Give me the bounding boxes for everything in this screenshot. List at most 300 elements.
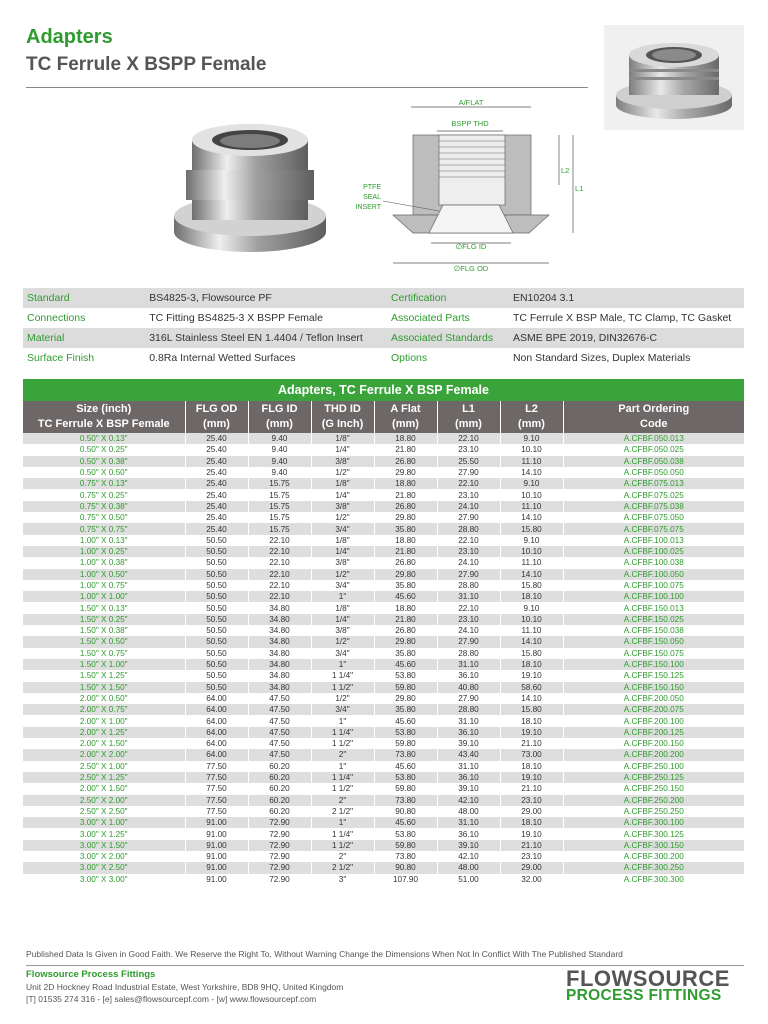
table-cell: 25.40 xyxy=(185,467,248,478)
table-cell: 58.60 xyxy=(500,682,563,693)
table-cell: 23.10 xyxy=(437,614,500,625)
table-cell: 59.80 xyxy=(374,783,437,794)
column-header-line: (mm) xyxy=(392,418,419,430)
table-cell: 2" xyxy=(311,851,374,862)
table-row xyxy=(23,535,744,546)
table-row xyxy=(23,851,744,862)
table-row xyxy=(23,467,744,478)
table-cell: 29.80 xyxy=(374,467,437,478)
size-cell: 1.50" X 0.75" xyxy=(23,648,185,659)
table-row xyxy=(23,433,744,444)
part-code-cell: A.CFBF.150.013 xyxy=(563,602,744,613)
table-row xyxy=(23,523,744,534)
part-code-cell: A.CFBF.200.200 xyxy=(563,749,744,760)
table-cell: 64.00 xyxy=(185,704,248,715)
table-cell: 14.10 xyxy=(500,693,563,704)
table-cell: 23.10 xyxy=(437,489,500,500)
table-cell: 14.10 xyxy=(500,569,563,580)
table-cell: 28.80 xyxy=(437,580,500,591)
sizes-table xyxy=(23,379,744,885)
table-cell: 10.10 xyxy=(500,444,563,455)
table-row xyxy=(23,489,744,500)
table-cell: 1 1/2" xyxy=(311,682,374,693)
table-cell: 3/4" xyxy=(311,648,374,659)
table-cell: 3" xyxy=(311,874,374,885)
table-cell: 48.00 xyxy=(437,806,500,817)
spec-value: EN10204 3.1 xyxy=(509,288,744,308)
l2-label: L2 xyxy=(561,166,570,175)
table-cell: 25.40 xyxy=(185,478,248,489)
table-cell: 64.00 xyxy=(185,727,248,738)
ptfe-label-1: PTFE xyxy=(363,184,381,191)
size-cell: 1.50" X 1.50" xyxy=(23,682,185,693)
flg-od-label: ∅FLG OD xyxy=(453,264,489,273)
table-cell: 27.90 xyxy=(437,467,500,478)
table-cell: 3/8" xyxy=(311,625,374,636)
table-cell: 22.10 xyxy=(248,546,311,557)
table-cell: 26.80 xyxy=(374,625,437,636)
column-header-line: Code xyxy=(640,418,668,430)
table-cell: 77.50 xyxy=(185,783,248,794)
column-header-line: L1 xyxy=(462,403,475,415)
table-row xyxy=(23,456,744,467)
table-cell: 1/4" xyxy=(311,546,374,557)
spec-label: Associated Standards xyxy=(387,328,509,348)
table-cell: 50.50 xyxy=(185,591,248,602)
table-cell: 19.10 xyxy=(500,670,563,681)
table-cell: 27.90 xyxy=(437,636,500,647)
table-cell: 22.10 xyxy=(248,591,311,602)
table-cell: 1/2" xyxy=(311,636,374,647)
spec-label: Certification xyxy=(387,288,509,308)
table-cell: 1/8" xyxy=(311,535,374,546)
table-cell: 26.80 xyxy=(374,501,437,512)
column-header-line: (mm) xyxy=(455,418,482,430)
part-code-cell: A.CFBF.075.013 xyxy=(563,478,744,489)
part-code-cell: A.CFBF.300.200 xyxy=(563,851,744,862)
size-cell: 0.75" X 0.25" xyxy=(23,489,185,500)
table-cell: 25.40 xyxy=(185,501,248,512)
table-cell: 3/8" xyxy=(311,456,374,467)
part-code-cell: A.CFBF.250.150 xyxy=(563,783,744,794)
logo-text-2: PROCESS FITTINGS xyxy=(566,987,722,1004)
part-code-cell: A.CFBF.150.150 xyxy=(563,682,744,693)
table-cell: 9.10 xyxy=(500,535,563,546)
table-cell: 45.60 xyxy=(374,761,437,772)
part-code-cell: A.CFBF.100.050 xyxy=(563,569,744,580)
size-cell: 1.50" X 0.25" xyxy=(23,614,185,625)
table-cell: 3/4" xyxy=(311,580,374,591)
company-name: Flowsource Process Fittings xyxy=(26,969,156,980)
part-code-cell: A.CFBF.050.025 xyxy=(563,444,744,455)
spec-row xyxy=(23,308,744,328)
table-cell: 25.50 xyxy=(437,456,500,467)
table-cell: 34.80 xyxy=(248,636,311,647)
part-code-cell: A.CFBF.050.038 xyxy=(563,456,744,467)
table-cell: 19.10 xyxy=(500,828,563,839)
table-cell: 25.40 xyxy=(185,433,248,444)
part-code-cell: A.CFBF.075.038 xyxy=(563,501,744,512)
table-cell: 1" xyxy=(311,591,374,602)
table-cell: 50.50 xyxy=(185,580,248,591)
table-cell: 2" xyxy=(311,795,374,806)
table-cell: 31.10 xyxy=(437,817,500,828)
part-code-cell: A.CFBF.200.075 xyxy=(563,704,744,715)
table-cell: 11.10 xyxy=(500,501,563,512)
table-cell: 50.50 xyxy=(185,625,248,636)
table-cell: 77.50 xyxy=(185,772,248,783)
part-code-cell: A.CFBF.075.025 xyxy=(563,489,744,500)
table-cell: 26.80 xyxy=(374,456,437,467)
size-cell: 2.00" X 2.00" xyxy=(23,749,185,760)
table-cell: 18.80 xyxy=(374,433,437,444)
part-code-cell: A.CFBF.300.125 xyxy=(563,828,744,839)
column-header-line: L2 xyxy=(525,403,538,415)
table-cell: 28.80 xyxy=(437,523,500,534)
table-cell: 47.50 xyxy=(248,749,311,760)
column-header-line: A Flat xyxy=(390,403,421,415)
table-cell: 1" xyxy=(311,659,374,670)
part-code-cell: A.CFBF.200.100 xyxy=(563,715,744,726)
table-cell: 36.10 xyxy=(437,670,500,681)
table-row xyxy=(23,614,744,625)
table-row xyxy=(23,761,744,772)
column-header xyxy=(563,401,744,433)
table-cell: 72.90 xyxy=(248,828,311,839)
table-cell: 1/2" xyxy=(311,467,374,478)
table-cell: 15.75 xyxy=(248,501,311,512)
table-cell: 90.80 xyxy=(374,862,437,873)
table-cell: 18.10 xyxy=(500,715,563,726)
table-row xyxy=(23,602,744,613)
size-cell: 0.50" X 0.50" xyxy=(23,467,185,478)
size-cell: 2.00" X 1.25" xyxy=(23,727,185,738)
table-cell: 53.80 xyxy=(374,727,437,738)
table-cell: 36.10 xyxy=(437,727,500,738)
table-cell: 51.00 xyxy=(437,874,500,885)
table-cell: 90.80 xyxy=(374,806,437,817)
part-code-cell: A.CFBF.100.075 xyxy=(563,580,744,591)
column-header-line: (G Inch) xyxy=(321,418,364,430)
table-row xyxy=(23,862,744,873)
table-cell: 3/8" xyxy=(311,557,374,568)
table-cell: 59.80 xyxy=(374,840,437,851)
table-cell: 18.10 xyxy=(500,761,563,772)
spec-value: 316L Stainless Steel EN 1.4404 / Teflon Insert xyxy=(145,328,387,348)
column-header-line: Part Ordering xyxy=(618,403,690,415)
size-cell: 3.00" X 2.00" xyxy=(23,851,185,862)
part-code-cell: A.CFBF.250.100 xyxy=(563,761,744,772)
table-cell: 24.10 xyxy=(437,625,500,636)
table-cell: 22.10 xyxy=(248,569,311,580)
table-cell: 31.10 xyxy=(437,591,500,602)
table-cell: 34.80 xyxy=(248,670,311,681)
part-code-cell: A.CFBF.150.075 xyxy=(563,648,744,659)
column-header xyxy=(374,401,437,433)
company-address: Unit 2D Hockney Road Industrial Estate, West Yorkshire, BD8 9HQ, United Kingdom xyxy=(26,982,344,992)
part-code-cell: A.CFBF.150.050 xyxy=(563,636,744,647)
column-header-line: Size (inch) xyxy=(76,403,132,415)
table-row xyxy=(23,738,744,749)
table-cell: 15.75 xyxy=(248,512,311,523)
table-cell: 45.60 xyxy=(374,715,437,726)
size-cell: 0.75" X 0.75" xyxy=(23,523,185,534)
table-row xyxy=(23,682,744,693)
table-cell: 22.10 xyxy=(248,580,311,591)
table-cell: 3/4" xyxy=(311,704,374,715)
table-row xyxy=(23,693,744,704)
table-cell: 25.40 xyxy=(185,512,248,523)
table-cell: 59.80 xyxy=(374,738,437,749)
size-cell: 2.50" X 2.50" xyxy=(23,806,185,817)
part-code-cell: A.CFBF.075.050 xyxy=(563,512,744,523)
table-cell: 39.10 xyxy=(437,738,500,749)
table-cell: 21.80 xyxy=(374,546,437,557)
size-cell: 1.50" X 0.38" xyxy=(23,625,185,636)
part-code-cell: A.CFBF.150.025 xyxy=(563,614,744,625)
table-cell: 28.80 xyxy=(437,704,500,715)
table-cell: 91.00 xyxy=(185,874,248,885)
disclaimer: Published Data Is Given in Good Faith. We Reserve the Right To, Without Warning Change the Dimensions When Not In Conflict With The Published Standard xyxy=(26,949,623,959)
company-contact: [T] 01535 274 316 - [e] sales@flowsourcepf.com - [w] www.flowsourcepf.com xyxy=(26,994,317,1004)
table-cell: 47.50 xyxy=(248,738,311,749)
table-cell: 73.80 xyxy=(374,795,437,806)
part-code-cell: A.CFBF.300.100 xyxy=(563,817,744,828)
table-cell: 72.90 xyxy=(248,862,311,873)
table-cell: 60.20 xyxy=(248,783,311,794)
table-cell: 21.10 xyxy=(500,738,563,749)
part-code-cell: A.CFBF.100.038 xyxy=(563,557,744,568)
spec-row xyxy=(23,328,744,348)
size-cell: 1.50" X 0.50" xyxy=(23,636,185,647)
part-code-cell: A.CFBF.250.200 xyxy=(563,795,744,806)
table-cell: 14.10 xyxy=(500,512,563,523)
size-cell: 1.00" X 0.38" xyxy=(23,557,185,568)
l1-label: L1 xyxy=(575,184,583,193)
table-row xyxy=(23,625,744,636)
table-cell: 42.10 xyxy=(437,851,500,862)
table-cell: 22.10 xyxy=(437,478,500,489)
table-cell: 91.00 xyxy=(185,840,248,851)
size-cell: 0.75" X 0.50" xyxy=(23,512,185,523)
table-row xyxy=(23,501,744,512)
table-cell: 1 1/2" xyxy=(311,738,374,749)
table-cell: 39.10 xyxy=(437,840,500,851)
table-cell: 50.50 xyxy=(185,659,248,670)
table-cell: 36.10 xyxy=(437,772,500,783)
product-photo-top xyxy=(604,25,744,130)
table-cell: 11.10 xyxy=(500,456,563,467)
size-cell: 1.50" X 0.13" xyxy=(23,602,185,613)
table-cell: 72.90 xyxy=(248,817,311,828)
spec-value: TC Ferrule X BSP Male, TC Clamp, TC Gasket xyxy=(509,308,744,328)
table-cell: 59.80 xyxy=(374,682,437,693)
table-cell: 47.50 xyxy=(248,693,311,704)
table-cell: 22.10 xyxy=(248,557,311,568)
table-cell: 1" xyxy=(311,817,374,828)
table-cell: 1 1/2" xyxy=(311,840,374,851)
table-cell: 50.50 xyxy=(185,670,248,681)
table-cell: 15.75 xyxy=(248,523,311,534)
table-cell: 29.00 xyxy=(500,862,563,873)
part-code-cell: A.CFBF.200.050 xyxy=(563,693,744,704)
table-cell: 26.80 xyxy=(374,557,437,568)
table-cell: 24.10 xyxy=(437,501,500,512)
table-cell: 64.00 xyxy=(185,715,248,726)
table-row xyxy=(23,795,744,806)
table-cell: 1/2" xyxy=(311,512,374,523)
table-cell: 35.80 xyxy=(374,704,437,715)
part-code-cell: A.CFBF.300.250 xyxy=(563,862,744,873)
size-cell: 2.00" X 1.50" xyxy=(23,738,185,749)
table-cell: 15.80 xyxy=(500,648,563,659)
part-code-cell: A.CFBF.100.100 xyxy=(563,591,744,602)
table-cell: 29.80 xyxy=(374,569,437,580)
table-cell: 18.10 xyxy=(500,591,563,602)
table-cell: 34.80 xyxy=(248,648,311,659)
size-cell: 2.00" X 1.00" xyxy=(23,715,185,726)
table-cell: 50.50 xyxy=(185,636,248,647)
spec-label: Standard xyxy=(23,288,145,308)
table-cell: 9.10 xyxy=(500,478,563,489)
table-cell: 1" xyxy=(311,715,374,726)
table-cell: 60.20 xyxy=(248,761,311,772)
table-cell: 72.90 xyxy=(248,874,311,885)
table-cell: 32.00 xyxy=(500,874,563,885)
table-cell: 34.80 xyxy=(248,602,311,613)
table-cell: 11.10 xyxy=(500,625,563,636)
product-photo-main xyxy=(170,120,330,265)
table-row xyxy=(23,727,744,738)
part-code-cell: A.CFBF.250.250 xyxy=(563,806,744,817)
size-cell: 0.75" X 0.13" xyxy=(23,478,185,489)
table-cell: 15.80 xyxy=(500,523,563,534)
table-cell: 23.10 xyxy=(500,795,563,806)
table-cell: 50.50 xyxy=(185,569,248,580)
table-cell: 31.10 xyxy=(437,761,500,772)
table-cell: 77.50 xyxy=(185,795,248,806)
size-cell: 2.50" X 1.25" xyxy=(23,772,185,783)
table-cell: 72.90 xyxy=(248,840,311,851)
size-cell: 1.00" X 0.50" xyxy=(23,569,185,580)
column-header-line: TC Ferrule X BSP Female xyxy=(37,418,170,430)
part-code-cell: A.CFBF.300.300 xyxy=(563,874,744,885)
table-cell: 73.00 xyxy=(500,749,563,760)
table-cell: 29.00 xyxy=(500,806,563,817)
spec-value: Non Standard Sizes, Duplex Materials xyxy=(509,348,744,368)
table-cell: 19.10 xyxy=(500,772,563,783)
table-cell: 25.40 xyxy=(185,523,248,534)
table-cell: 36.10 xyxy=(437,828,500,839)
table-cell: 1 1/4" xyxy=(311,670,374,681)
table-row xyxy=(23,659,744,670)
table-cell: 27.90 xyxy=(437,512,500,523)
table-cell: 22.10 xyxy=(437,602,500,613)
table-cell: 1/4" xyxy=(311,444,374,455)
size-cell: 2.50" X 1.00" xyxy=(23,761,185,772)
table-cell: 48.00 xyxy=(437,862,500,873)
table-cell: 18.80 xyxy=(374,602,437,613)
table-cell: 15.80 xyxy=(500,704,563,715)
part-code-cell: A.CFBF.100.025 xyxy=(563,546,744,557)
table-cell: 73.80 xyxy=(374,851,437,862)
table-cell: 23.10 xyxy=(437,546,500,557)
table-cell: 29.80 xyxy=(374,512,437,523)
table-cell: 29.80 xyxy=(374,693,437,704)
table-cell: 29.80 xyxy=(374,636,437,647)
table-cell: 25.40 xyxy=(185,444,248,455)
table-cell: 60.20 xyxy=(248,772,311,783)
part-code-cell: A.CFBF.150.100 xyxy=(563,659,744,670)
part-code-cell: A.CFBF.200.125 xyxy=(563,727,744,738)
table-row xyxy=(23,478,744,489)
table-cell: 3/8" xyxy=(311,501,374,512)
size-cell: 3.00" X 1.00" xyxy=(23,817,185,828)
table-cell: 9.10 xyxy=(500,433,563,444)
column-header xyxy=(311,401,374,433)
table-row xyxy=(23,636,744,647)
spec-label: Material xyxy=(23,328,145,348)
table-cell: 14.10 xyxy=(500,636,563,647)
column-header-line: (mm) xyxy=(266,418,293,430)
table-cell: 47.50 xyxy=(248,704,311,715)
table-cell: 1/2" xyxy=(311,693,374,704)
table-row xyxy=(23,591,744,602)
table-cell: 9.40 xyxy=(248,467,311,478)
table-cell: 15.75 xyxy=(248,478,311,489)
table-row xyxy=(23,874,744,885)
table-cell: 27.90 xyxy=(437,569,500,580)
spec-label: Associated Parts xyxy=(387,308,509,328)
table-cell: 53.80 xyxy=(374,670,437,681)
table-cell: 19.10 xyxy=(500,727,563,738)
table-cell: 21.80 xyxy=(374,444,437,455)
spec-label: Connections xyxy=(23,308,145,328)
spec-value: TC Fitting BS4825-3 X BSPP Female xyxy=(145,308,387,328)
table-title: Adapters, TC Ferrule X BSP Female xyxy=(23,379,744,401)
part-code-cell: A.CFBF.300.150 xyxy=(563,840,744,851)
table-cell: 18.80 xyxy=(374,478,437,489)
size-cell: 2.00" X 0.50" xyxy=(23,693,185,704)
table-cell: 15.80 xyxy=(500,580,563,591)
table-cell: 107.90 xyxy=(374,874,437,885)
size-cell: 0.50" X 0.38" xyxy=(23,456,185,467)
table-cell: 64.00 xyxy=(185,749,248,760)
part-code-cell: A.CFBF.075.075 xyxy=(563,523,744,534)
size-cell: 2.50" X 2.00" xyxy=(23,795,185,806)
column-header-line: THD ID xyxy=(324,403,361,415)
table-cell: 47.50 xyxy=(248,727,311,738)
table-cell: 1/2" xyxy=(311,569,374,580)
table-cell: 1 1/4" xyxy=(311,828,374,839)
table-row xyxy=(23,828,744,839)
table-cell: 60.20 xyxy=(248,806,311,817)
product-title: TC Ferrule X BSPP Female xyxy=(26,54,267,75)
spec-value: ASME BPE 2019, DIN32676-C xyxy=(509,328,744,348)
table-cell: 91.00 xyxy=(185,817,248,828)
size-cell: 3.00" X 1.25" xyxy=(23,828,185,839)
table-cell: 18.80 xyxy=(374,535,437,546)
size-cell: 2.00" X 1.50" xyxy=(23,783,185,794)
ptfe-label-2: SEAL xyxy=(363,194,381,201)
table-cell: 77.50 xyxy=(185,806,248,817)
bspp-thd-label: BSPP THD xyxy=(451,119,489,128)
table-cell: 1/8" xyxy=(311,602,374,613)
table-cell: 50.50 xyxy=(185,682,248,693)
size-cell: 1.00" X 0.13" xyxy=(23,535,185,546)
table-cell: 91.00 xyxy=(185,851,248,862)
table-row xyxy=(23,715,744,726)
